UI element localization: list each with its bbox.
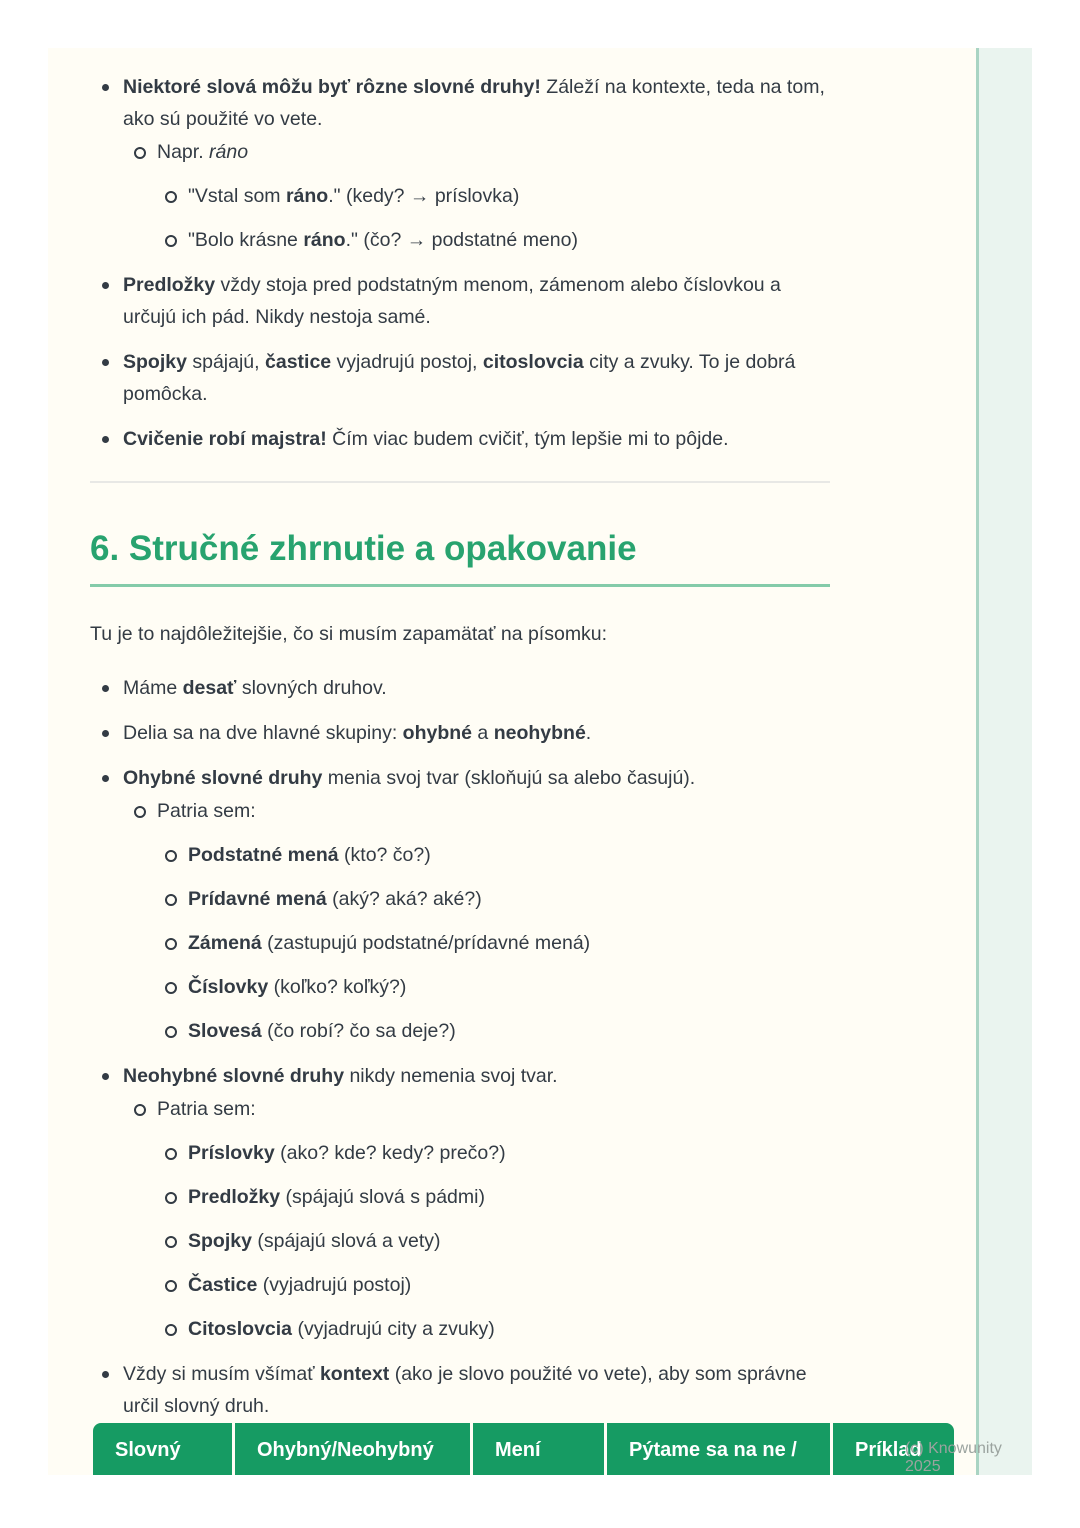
list-item-text: Častice (vyjadrujú postoj) xyxy=(188,1274,412,1296)
list-item xyxy=(90,1060,832,1092)
list-item-text: Predložky (spájajú slová s pádmi) xyxy=(188,1186,485,1208)
circle-bullet-icon xyxy=(165,1236,177,1248)
section-divider xyxy=(90,481,830,483)
list-item xyxy=(90,1269,832,1301)
disc-bullet-icon xyxy=(102,436,109,443)
list-item-text: Prídavné mená (aký? aká? aké?) xyxy=(188,888,482,910)
list-item xyxy=(90,224,832,256)
list-item-text: Cvičenie robí majstra! Čím viac budem cvičiť, tým lepšie mi to pôjde. xyxy=(123,428,729,450)
list-item xyxy=(90,1015,832,1047)
disc-bullet-icon xyxy=(102,775,109,782)
list-item xyxy=(90,927,832,959)
circle-bullet-icon xyxy=(165,1148,177,1160)
list-item-text: Spojky spájajú, častice vyjadrujú postoj, citoslovcia city a zvuky. To je dobrá pomôcka. xyxy=(123,351,796,405)
heading-underline-rule xyxy=(90,584,830,587)
section-heading: 6. Stručné zhrnutie a opakovanie xyxy=(90,529,637,568)
list-item xyxy=(90,1181,832,1213)
list-item xyxy=(90,136,832,168)
list-item-text: "Bolo krásne ráno." (čo? → podstatné meno) xyxy=(188,229,578,251)
list-item xyxy=(90,1137,832,1169)
list-item xyxy=(90,1313,832,1345)
list-item xyxy=(90,180,832,212)
circle-bullet-icon xyxy=(134,1104,146,1116)
list-item xyxy=(90,839,832,871)
list-item xyxy=(90,1358,832,1422)
page-content xyxy=(90,58,832,1422)
table-header-cell: Príklad xyxy=(833,1423,954,1475)
circle-bullet-icon xyxy=(165,982,177,994)
list-item-text: Máme desať slovných druhov. xyxy=(123,677,387,699)
intro-paragraph: Tu je to najdôležitejšie, čo si musím zapamätať na písomku: xyxy=(90,623,608,645)
disc-bullet-icon xyxy=(102,730,109,737)
list-item xyxy=(90,795,832,827)
page-side-strip xyxy=(976,48,1032,1475)
circle-bullet-icon xyxy=(165,1280,177,1292)
document-page xyxy=(48,48,1032,1475)
circle-bullet-icon xyxy=(165,235,177,247)
table-header-cell: Slovný xyxy=(93,1423,232,1475)
disc-bullet-icon xyxy=(102,359,109,366)
list-item-text: Predložky vždy stoja pred podstatným menom, zámenom alebo číslovkou a určujú ich pád. Nikdy nestoja samé. xyxy=(123,274,781,328)
list-item xyxy=(90,883,832,915)
list-item-text: Delia sa na dve hlavné skupiny: ohybné a neohybné. xyxy=(123,722,592,744)
disc-bullet-icon xyxy=(102,1073,109,1080)
list-item xyxy=(90,762,832,794)
disc-bullet-icon xyxy=(102,282,109,289)
disc-bullet-icon xyxy=(102,685,109,692)
list-item xyxy=(90,971,832,1003)
circle-bullet-icon xyxy=(165,850,177,862)
top-bullet-list xyxy=(90,71,832,455)
circle-bullet-icon xyxy=(165,1192,177,1204)
circle-bullet-icon xyxy=(165,1026,177,1038)
circle-bullet-icon xyxy=(165,938,177,950)
list-item xyxy=(90,1093,832,1125)
list-item xyxy=(90,1225,832,1257)
table-header-cell: Ohybný/Neohybný xyxy=(235,1423,470,1475)
list-item-text: Napr. ráno xyxy=(157,141,249,163)
table-header-cell: Pýtame sa na ne / xyxy=(607,1423,830,1475)
list-item-text: Spojky (spájajú slová a vety) xyxy=(188,1230,441,1252)
summary-bullet-list xyxy=(90,672,832,1422)
list-item-text: Slovesá (čo robí? čo sa deje?) xyxy=(188,1020,456,1042)
list-item-text: "Vstal som ráno." (kedy? → príslovka) xyxy=(188,185,520,207)
list-item-text: Patria sem: xyxy=(157,1098,256,1120)
watermark: (c) Knowunity 2025 xyxy=(905,1440,1002,1475)
summary-table-header-row xyxy=(93,1423,954,1475)
list-item-text: Citoslovcia (vyjadrujú city a zvuky) xyxy=(188,1318,495,1340)
list-item-text: Číslovky (koľko? koľký?) xyxy=(188,976,407,998)
list-item xyxy=(90,71,832,135)
circle-bullet-icon xyxy=(134,806,146,818)
list-item-text: Podstatné mená (kto? čo?) xyxy=(188,844,431,866)
list-item xyxy=(90,672,832,704)
circle-bullet-icon xyxy=(165,1324,177,1336)
disc-bullet-icon xyxy=(102,84,109,91)
list-item xyxy=(90,269,832,333)
list-item-text: Patria sem: xyxy=(157,800,256,822)
list-item-text: Ohybné slovné druhy menia svoj tvar (skloňujú sa alebo časujú). xyxy=(123,767,696,789)
list-item-text: Zámená (zastupujú podstatné/prídavné mená) xyxy=(188,932,591,954)
circle-bullet-icon xyxy=(165,191,177,203)
list-item xyxy=(90,717,832,749)
list-item xyxy=(90,423,832,455)
circle-bullet-icon xyxy=(165,894,177,906)
circle-bullet-icon xyxy=(134,147,146,159)
table-header-cell: Mení xyxy=(473,1423,604,1475)
list-item-text: Neohybné slovné druhy nikdy nemenia svoj tvar. xyxy=(123,1065,558,1087)
disc-bullet-icon xyxy=(102,1371,109,1378)
list-item-text: Príslovky (ako? kde? kedy? prečo?) xyxy=(188,1142,506,1164)
list-item xyxy=(90,346,832,410)
list-item-text: Vždy si musím všímať kontext (ako je slovo použité vo vete), aby som správne určil slovný druh. xyxy=(123,1363,807,1417)
list-item-text: Niektoré slová môžu byť rôzne slovné druhy! Záleží na kontexte, teda na tom, ako sú použité vo vete. xyxy=(123,76,825,130)
